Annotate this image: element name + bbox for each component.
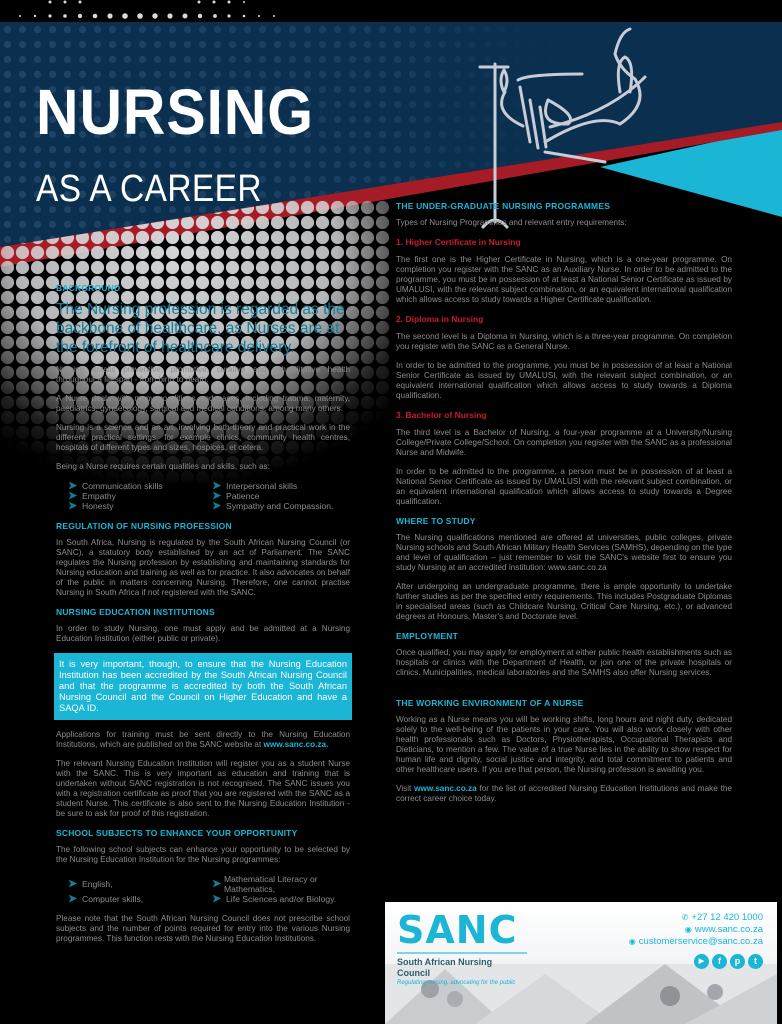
list-item: ➤ Empathy [68,490,116,502]
where-heading: WHERE TO STUDY [396,516,476,526]
regulation-paragraph: In South Africa, Nursing is regulated by the South African Nursing Council (or SANC), a statutory body established by an act of Parliament. The SANC regulates the Nursing profession by establishing and maintaining standards for Nursing education and training as well as for practice. It also advocates on behalf of the public in matters concerning Nursing. Therefore, one cannot practise Nursing in South Africa if not registered with the SANC. [56,538,351,597]
institutions-heading: NURSING EDUCATION INSTITUTIONS [56,607,215,617]
phone-contact[interactable]: ✆ +27 12 420 1000 [626,912,763,924]
subjects-note: Please note that the South African Nursing Council does not prescribe school subjects and the number of points required for entry into the various Nursing programmes. This function rests with the Nursing Education Institutions. [56,914,350,943]
regulation-heading: REGULATION OF NURSING PROFESSION [56,521,232,531]
visit-paragraph: Visit www.sanc.co.za for the list of accredited Nursing Education Institutions and make the correct career choice today. [396,784,732,803]
chevron-right-icon: ➤ [68,893,78,905]
list-item: ➤ Patience [212,490,260,502]
chevron-right-icon: ➤ [212,893,222,905]
programmes-heading: THE UNDER-GRADUATE NURSING PROGRAMMES [396,201,611,211]
globe-icon: ◉ [684,925,692,934]
programme-paragraph: In order to be admitted to the programme, you must be in possession of at least a National Senior Certificate as issued by UMALUSI, with the relevant subject combination, or an equivalent international qualification which allows access to study towards a Diploma qualification. [396,361,732,400]
email-contact[interactable]: ◉ customerservice@sanc.co.za [626,936,763,948]
programme-title: 2. Diploma in Nursing [396,314,484,324]
programme-title: 1. Higher Certificate in Nursing [396,237,521,247]
chevron-right-icon: ➤ [68,878,78,890]
page-subtitle: AS A CAREER [36,168,263,210]
programme-title: 3. Bachelor of Nursing [396,410,487,420]
qualities-list [68,481,350,511]
list-item: ➤ Communication skills [68,480,163,492]
list-item: ➤ Computer skills, [68,893,144,905]
list-item: ➤ Honesty [68,500,114,512]
chevron-right-icon: ➤ [212,480,222,492]
institutions-paragraph: In order to study Nursing, one must apply and be admitted at a Nursing Education Institution (either public or private). [56,624,350,643]
programme-paragraph: The first one is the Higher Certificate in Nursing, which is a one-year programme. On completion you register with the SANC as an Auxiliary Nurse. In order to be admitted to the programme, you must be in possession of at least a National Senior Certificate as issued by UMALUSI, with the relevant subject combination, or an equivalent international qualification which allows access to study towards a Higher Certificate qualification. [396,255,732,304]
programme-paragraph: The second level is a Diploma in Nursing, which is a three-year programme. On completion you register with the SANC as a General Nurse. [396,332,732,351]
environment-paragraph: Working as a Nurse means you will be working shifts, long hours and night duty, dedicated solely to the well-being of the patients in your care. You will also work closely with other health professionals such as Doctors, Physiotherapists, Occupational Therapists and Dieticians, to mention a few. The value of a true Nurse lies in the ability to show respect for human life and dignity, social justice and integrity, and total commitment to patients and other healthcare users. If you are that person, the Nursing profession is awaiting you. [396,715,732,774]
left-column [56,283,350,953]
background-paragraph: Nursing is a science and an art, involving both theory and practical work in the different practical settings, for example clinics, community health centres, hospitals of different types and sizes, hospices, et cetera. [56,423,350,452]
email-icon: ◉ [628,937,636,946]
youtube-icon[interactable]: ▶ [694,954,709,969]
tumblr-icon[interactable]: t [748,954,763,969]
phone-icon: ✆ [681,913,689,922]
org-name: South African Nursing Council [397,957,493,978]
background-paragraph: Nursing entails preventive, promotive, curative and rehabilitative health throughout a lifespan - from birth to death. [56,365,350,384]
top-dot-band [0,0,782,22]
background-heading: BACKGROUND [56,283,121,293]
institutions-paragraph: Applications for training must be sent directly to the Nursing Education Institutions, which are published on the SANC website at www.sanc.co.za. [56,730,350,749]
institutions-paragraph: The relevant Nursing Education Institution will register you as a student Nurse with the SANC. This is very important as education and training that is undertaken without SANC registration is not recognised. The SANC issues you with a registration certificate as proof that you are registered with the SANC as a student Nurse. This certificate is also sent to the Nursing Education Institution - be sure to ask for proof of this registration. [56,759,350,818]
environment-heading: THE WORKING ENVIRONMENT OF A NURSE [396,698,584,708]
chevron-right-icon: ➤ [212,500,222,512]
subjects-list [68,874,350,904]
list-item: ➤ Mathematical Literacy or Mathematics, [212,874,318,894]
background-paragraph: Being a Nurse requires certain qualities and skills, such as: [56,462,270,471]
website-contact[interactable]: ◉ www.sanc.co.za [626,924,763,936]
background-lead: The Nursing profession is regarded as the backbone of healthcare, as Nurses are at the forefront of healthcare delivery. [56,301,345,356]
subjects-paragraph: The following school subjects can enhance your opportunity to be selected by the Nursing Education Institution for the Nursing programmes: [56,845,350,864]
sanc-logo [397,908,527,987]
page-title: NURSING [36,76,314,148]
sanc-website-link[interactable]: www.sanc.co.za. [263,740,329,749]
list-item: ➤ English, [68,878,113,890]
logo-divider [397,952,527,954]
right-column [396,201,732,813]
programme-paragraph: The third level is a Bachelor of Nursing, a four-year programme at a University/Nursing College/Private College/School. On completion you register with the SANC as a professional Nurse and Midwife. [396,428,732,457]
where-paragraph: The Nursing qualifications mentioned are offered at universities, public colleges, private Nursing schools and South African Military Health Services (SAMHS), depending on the type and level of qualification – just remember to visit the SANC's website first to ensure you study Nursing at an accredited institution: www.sanc.co.za [396,533,732,572]
employment-paragraph: Once qualified, you may apply for employment at either public health establishments such as hospitals or clinics with the Department of Health, or join one of the private hospitals or clinics. Municipalities, medical laboratories and the SAMHS also offer Nursing services. [396,648,732,677]
subjects-heading: SCHOOL SUBJECTS TO ENHANCE YOUR OPPORTUNITY [56,828,298,838]
chevron-right-icon: ➤ [212,878,222,890]
employment-heading: EMPLOYMENT [396,631,458,641]
org-tagline: Regulating nursing, advocating for the public [397,980,516,986]
contact-details [626,912,763,969]
programmes-intro: Types of Nursing Programmes and relevant entry requirements: [396,218,627,227]
chevron-right-icon: ➤ [212,490,222,502]
sanc-contact-card [385,902,777,1024]
chevron-right-icon: ➤ [68,490,78,502]
chevron-right-icon: ➤ [68,480,78,492]
chevron-right-icon: ➤ [68,500,78,512]
facebook-icon[interactable]: f [712,954,727,969]
where-paragraph: After undergoing an undergraduate programme, there is ample opportunity to undertake further studies as per the specified entry requirements. This includes Postgraduate Diplomas in specialised areas (such as Childcare Nursing, Critical Care Nursing, etc.), or advanced degrees at Honours, Master's and Doctorate level. [396,582,732,621]
pinterest-icon[interactable]: p [730,954,745,969]
list-item: ➤ Life Sciences and/or Biology. [212,893,337,905]
sanc-website-link[interactable]: www.sanc.co.za [414,784,477,793]
background-paragraph: A Nurse deals with many conditions and cases, including trauma, maternity, paediatrics, gynaecology, surgical and medical conditions, among many others. [56,394,350,413]
list-item: ➤ Sympathy and Compassion. [212,500,334,512]
programme-paragraph: In order to be admitted to the programme, a person must be in possession of at least a National Senior Certificate as issued by UMALUSI with the relevant subject combination, or an equivalent international qualification which allows access to study towards a Degree qualification. [396,467,732,506]
list-item: ➤ Interpersonal skills [212,480,298,492]
sanc-logo-wordmark: SANC [397,908,518,952]
social-links [626,954,763,969]
accreditation-callout: It is very important, though, to ensure that the Nursing Education Institution has been accredited by the South African Nursing Council and that the programme is accredited by both the South African Nursing Council and the Council on Higher Education and have a SAQA ID. [54,653,352,720]
